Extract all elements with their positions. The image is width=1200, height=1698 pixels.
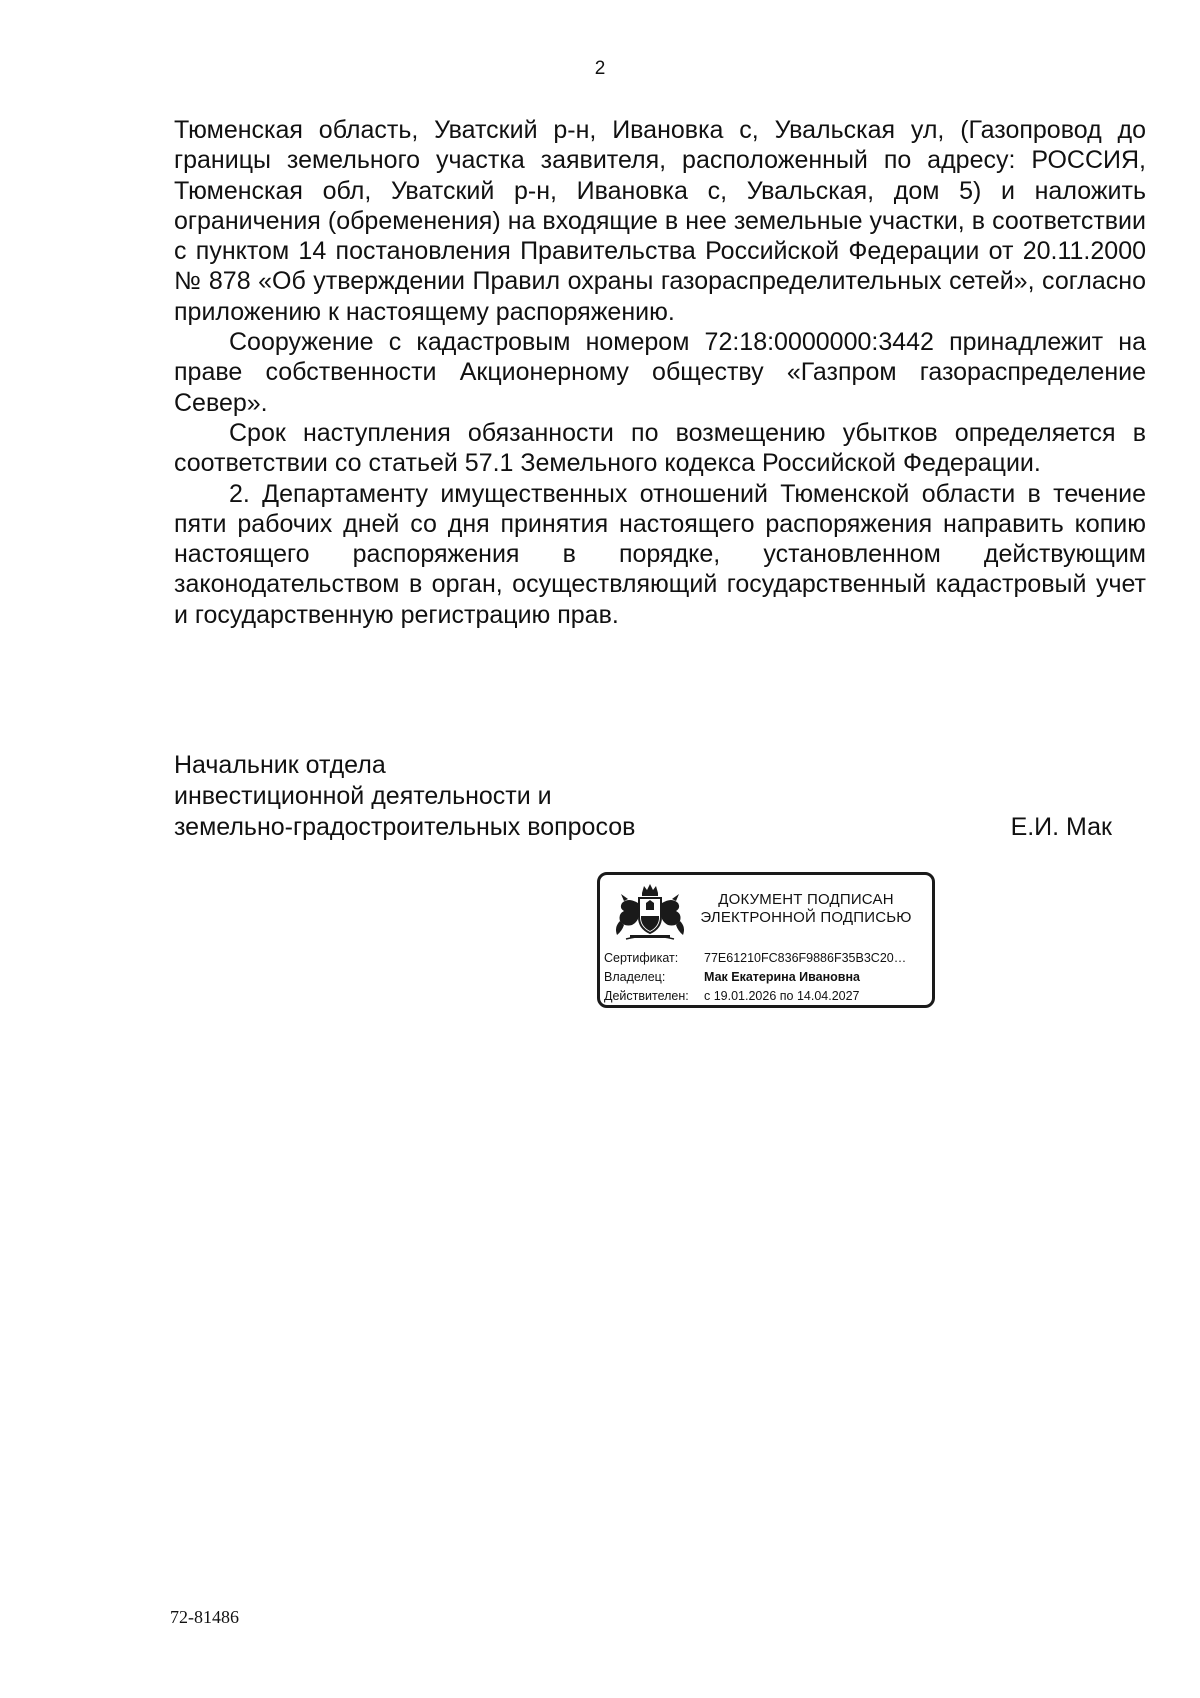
- electronic-signature-stamp: [597, 872, 935, 1008]
- position-line: инвестиционной деятельности и: [174, 782, 552, 810]
- stamp-title-line: ЭЛЕКТРОННОЙ ПОДПИСЬЮ: [700, 909, 912, 926]
- certificate-value: 77E61210FC836F9886F35B3C20…: [704, 951, 907, 965]
- paragraph-compensation: Срок наступления обязанности по возмещению убытков определяется в соответствии со статьей 57.1 Земельного кодекса Российской Федерации.: [174, 418, 1146, 478]
- stamp-details: [604, 949, 926, 1006]
- certificate-row: [604, 949, 926, 968]
- owner-label: Владелец:: [604, 970, 666, 984]
- signatory-name: Е.И. Мак: [1010, 813, 1112, 841]
- paragraph-continuation: Тюменская область, Уватский р-н, Ивановка с, Увальская ул, (Газопровод до границы земельного участка заявителя, расположенный по адресу: РОССИЯ, Тюменская обл, Уватский р-н, Ивановка с, Увальская, дом 5) и наложить ограничения (обременения) на входящие в нее земельные участки, в соответствии с пунктом 14 постановления Правительства Российской Федерации от 20.11.2000 № 878 «Об утверждении Правил охраны газораспределительных сетей», согласно приложению к настоящему распоряжению.: [174, 116, 1146, 326]
- paragraph-ownership: Сооружение с кадастровым номером 72:18:0000000:3442 принадлежит на праве собственности Акционерному обществу «Газпром газораспределение Север».: [174, 328, 1146, 417]
- owner-value: Мак Екатерина Ивановна: [704, 970, 860, 984]
- owner-row: [604, 968, 926, 987]
- paragraph-item-2: 2. Департаменту имущественных отношений Тюменской области в течение пяти рабочих дней со дня принятия настоящего распоряжения направить копию настоящего распоряжения в порядке, установленном действующим законодательством в орган, осуществляющий государственный кадастровый учет и государственную регистрацию прав.: [174, 479, 1146, 629]
- stamp-title-line: ДОКУМЕНТ ПОДПИСАН: [718, 891, 894, 908]
- position-line: Начальник отдела: [174, 751, 386, 779]
- document-number: 72-81486: [170, 1607, 239, 1627]
- stamp-title: [700, 891, 912, 927]
- certificate-label: Сертификат:: [604, 951, 679, 965]
- validity-label: Действителен:: [604, 989, 689, 1003]
- signatory-position: [174, 750, 635, 843]
- validity-value: с 19.01.2026 по 14.04.2027: [704, 989, 860, 1003]
- coat-of-arms-icon: [610, 881, 690, 943]
- page-number: 2: [594, 58, 606, 79]
- document-body: [174, 115, 1146, 630]
- validity-row: [604, 987, 926, 1006]
- position-line: земельно-градостроительных вопросов: [174, 813, 636, 841]
